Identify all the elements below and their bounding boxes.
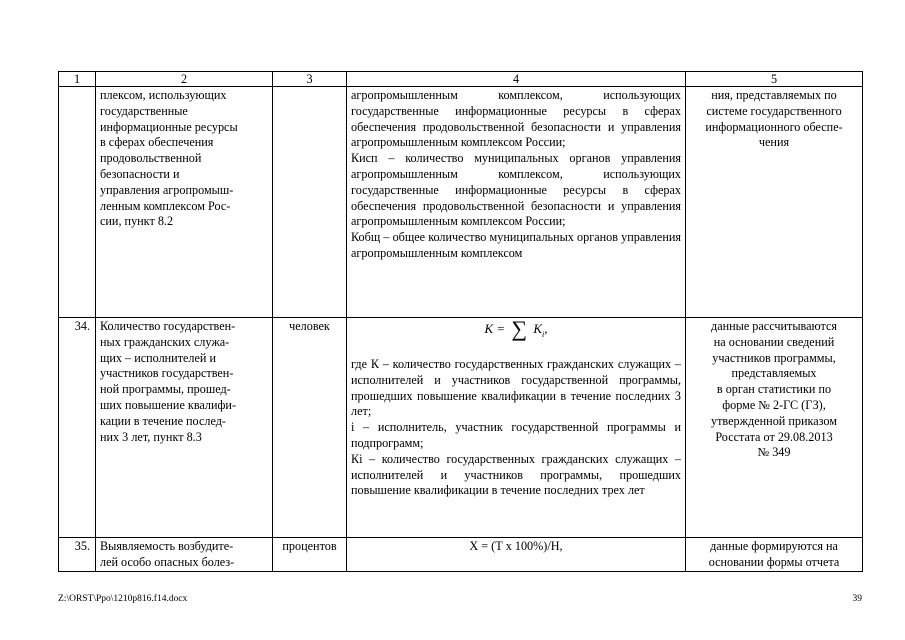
indicator-name-line: информационные ресурсы <box>100 119 238 134</box>
indicator-name-line: ших повышение квалифи- <box>100 397 237 412</box>
table-row-34 <box>59 318 863 538</box>
indicator-name-line: щих – исполнителей и <box>100 350 217 365</box>
source-line: № 349 <box>757 445 791 460</box>
indicator-name-line: в сферах обеспечения <box>100 135 214 150</box>
method-paragraph: Кi – количество государственных гражданских служащих – исполнителей и участников программы, прошедших повышение квалификации в течение последних трех лет <box>351 451 681 498</box>
method-paragraph: Кисп – количество муниципальных органов управления агропромышленным комплексом, использующих государственные информационные ресурсы в сферах обеспечения продовольственной безопасности и управления агропромышленным комплексом России; <box>351 151 681 229</box>
indicator-name-cell <box>96 87 273 318</box>
indicator-name-line: Количество государствен- <box>100 319 236 333</box>
source-cell <box>686 318 863 538</box>
formula-subscript: i <box>542 330 545 339</box>
header-col-2: 2 <box>96 72 273 87</box>
source-line: форме № 2-ГС (ГЗ), <box>722 397 826 412</box>
indicator-name-line: безопасности и <box>100 166 180 181</box>
source-line: системе государственного <box>706 103 842 118</box>
source-cell <box>686 87 863 318</box>
indicator-name-cell <box>96 538 273 572</box>
table-row-35 <box>59 538 863 572</box>
unit-cell <box>273 87 347 318</box>
formula-lhs: K <box>484 321 494 336</box>
source-line: Росстата от 29.08.2013 <box>715 429 833 444</box>
method-cell <box>347 87 686 318</box>
formula-term: K <box>533 321 543 336</box>
unit-cell: человек <box>273 318 347 538</box>
source-line: на основании сведений <box>713 334 835 349</box>
source-line: участников программы, <box>712 350 836 365</box>
method-cell: Х = (Т х 100%)/Н, <box>347 538 686 572</box>
indicator-name-line: ных гражданских служа- <box>100 334 230 349</box>
row-number-cell: 35. <box>59 538 96 572</box>
method-paragraph: Кобщ – общее количество муниципальных органов управления агропромышленным комплексом <box>351 230 681 260</box>
row-number-cell <box>59 87 96 318</box>
source-line: данные формируются на <box>710 539 838 553</box>
formula-equals: = <box>496 321 506 336</box>
formula-block <box>351 316 681 357</box>
method-paragraph: i – исполнитель, участник государственной программы и подпрограмм; <box>351 420 681 450</box>
header-col-5: 5 <box>686 72 863 87</box>
footer-file-path: Z:\ORST\Ppo\1210p816.f14.docx <box>58 594 188 604</box>
indicator-name-line: продовольственной <box>100 151 202 166</box>
footer-page-number: 39 <box>852 594 862 604</box>
indicator-name-line: государственные <box>100 103 188 118</box>
source-line: основании формы отчета <box>708 554 840 569</box>
source-line: чения <box>758 135 790 150</box>
indicator-name-line: ной программы, прошед- <box>100 382 231 397</box>
method-paragraph: где К – количество государственных гражданских служащих – исполнителей и участников государственной программы, прошедших повышение квалификации в течение последних 3 лет; <box>351 357 681 419</box>
header-col-1: 1 <box>59 72 96 87</box>
source-line: утвержденной приказом <box>711 413 837 428</box>
indicator-name-line: лей особо опасных болез- <box>100 554 235 569</box>
header-row <box>59 72 863 87</box>
header-col-3: 3 <box>273 72 347 87</box>
source-line: представляемых <box>731 366 817 381</box>
source-line: в орган статистики по <box>716 382 832 397</box>
header-col-4: 4 <box>347 72 686 87</box>
source-line: данные рассчитываются <box>711 319 837 333</box>
source-line: ния, представляемых по <box>711 88 837 102</box>
indicator-name-line: сии, пункт 8.2 <box>100 214 174 229</box>
indicator-name-line: плексом, использующих <box>100 88 227 102</box>
indicator-name-line: них 3 лет, пункт 8.3 <box>100 429 202 444</box>
indicator-table <box>58 71 863 572</box>
indicator-name-line: кации в течение послед- <box>100 413 226 428</box>
indicator-name-line: участников государствен- <box>100 366 234 381</box>
formula-comma: , <box>544 321 548 336</box>
formula-expression <box>484 316 548 343</box>
source-cell <box>686 538 863 572</box>
source-line: информационного обеспе- <box>705 119 843 134</box>
indicator-name-line: управления агропромыш- <box>100 182 234 197</box>
method-paragraph: агропромышленным комплексом, использующих государственные информационные ресурсы в сферах обеспечения продовольственной безопасности и управления агропромышленным комплексом России; <box>351 88 681 150</box>
sum-symbol: ∑ <box>511 316 528 341</box>
table-row-continued <box>59 87 863 318</box>
unit-cell: процентов <box>273 538 347 572</box>
row-number-cell: 34. <box>59 318 96 538</box>
indicator-name-cell <box>96 318 273 538</box>
method-cell <box>347 318 686 538</box>
indicator-name-line: ленным комплексом Рос- <box>100 198 231 213</box>
indicator-name-line: Выявляемость возбудите- <box>100 539 234 553</box>
